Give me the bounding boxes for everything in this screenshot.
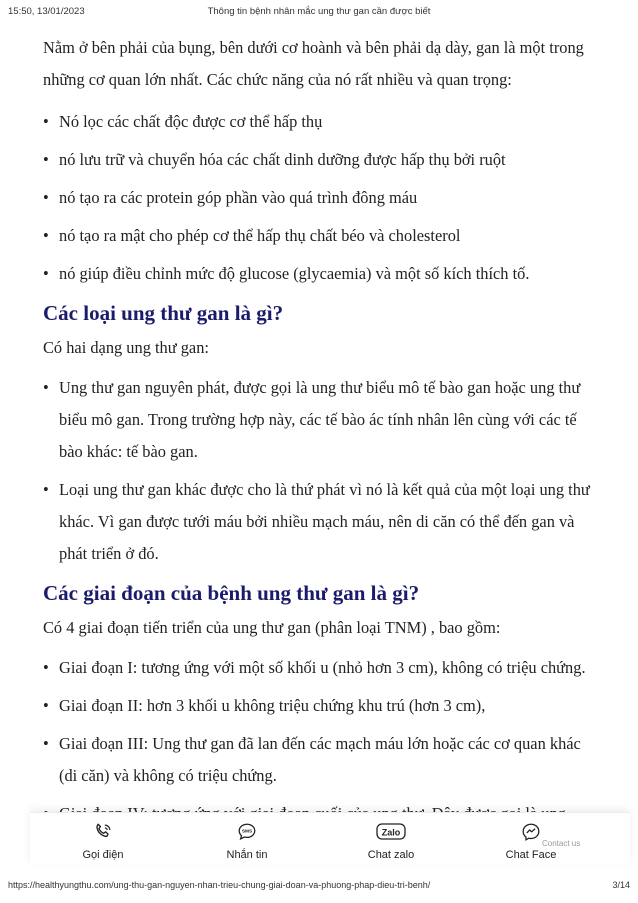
list-item: • nó tạo ra mật cho phép cơ thể hấp thụ chất béo và cholesterol	[43, 220, 603, 252]
list-item: • nó lưu trữ và chuyển hóa các chất dinh dưỡng được hấp thụ bởi ruột	[43, 144, 603, 176]
sms-label: Nhắn tin	[226, 849, 268, 861]
page-url: https://healthyungthu.com/ung-thu-gan-nguyen-nhan-trieu-chung-giai-doan-va-phuong-phap-dieu-tri-benh/	[8, 880, 431, 890]
list-item: • nó tạo ra các protein góp phần vào quá trình đông máu	[43, 182, 603, 214]
sms-button[interactable]	[192, 821, 302, 861]
facebook-chat-label: Chat Face	[505, 849, 557, 861]
list-item: • Ung thư gan nguyên phát, được gọi là ung thư biểu mô tế bào gan hoặc ung thư biểu mô gan. Trong trường hợp này, các tế bào ác tính nhân lên cùng với các tế bào khác: tế bào gan.	[43, 372, 603, 468]
types-intro: Có hai dạng ung thư gan:	[43, 338, 209, 357]
print-datetime: 15:50, 13/01/2023	[8, 6, 85, 17]
zalo-icon	[376, 821, 406, 843]
list-item: • Giai đoạn II: hơn 3 khối u không triệu chứng khu trú (hơn 3 cm),	[43, 690, 603, 722]
call-button[interactable]	[48, 821, 158, 861]
svg-text:SMS: SMS	[241, 829, 253, 835]
list-item: • nó giúp điều chỉnh mức độ glucose (glycaemia) và một số kích thích tố.	[43, 258, 603, 290]
list-item: • Giai đoạn I: tương ứng với một số khối u (nhỏ hơn 3 cm), không có triệu chứng.	[43, 652, 603, 684]
contact-us-label[interactable]: Contact us	[542, 839, 581, 848]
cancer-types-list	[43, 372, 603, 570]
contact-bottom-bar	[30, 812, 630, 865]
stages-intro: Có 4 giai đoạn tiến triển của ung thư gan (phân loại TNM) , bao gồm:	[43, 618, 501, 637]
section-heading-types: Các loại ung thư gan là gì?	[43, 301, 284, 325]
page-number: 3/14	[612, 880, 630, 890]
print-title: Thông tin bệnh nhân mắc ung thư gan cần được biết	[207, 6, 431, 17]
sms-icon	[236, 821, 258, 843]
section-heading-stages: Các giai đoạn của bệnh ung thư gan là gì?	[43, 581, 420, 605]
list-item: • Loại ung thư gan khác được cho là thứ phát vì nó là kết quả của một loại ung thư khác. Vì gan được tưới máu bởi nhiều mạch máu, nên di căn có thể đến gan và phát triển ở đó.	[43, 474, 603, 570]
zalo-label: Chat zalo	[367, 849, 415, 861]
messenger-icon	[520, 821, 542, 843]
list-item: • Nó lọc các chất độc được cơ thể hấp thụ	[43, 106, 603, 138]
phone-icon	[92, 821, 114, 843]
article-content	[43, 32, 603, 810]
print-header	[0, 0, 638, 22]
liver-functions-list	[43, 106, 603, 290]
print-footer	[0, 876, 638, 896]
stages-list	[43, 652, 603, 830]
list-item: • Giai đoạn III: Ung thư gan đã lan đến các mạch máu lớn hoặc các cơ quan khác (di căn) và không có triệu chứng.	[43, 728, 603, 792]
call-label: Gọi điện	[82, 849, 124, 861]
zalo-button[interactable]	[336, 821, 446, 861]
svg-text:Zalo: Zalo	[381, 827, 401, 838]
intro-paragraph: Nằm ở bên phải của bụng, bên dưới cơ hoành và bên phải dạ dày, gan là một trong những cơ quan lớn nhất. Các chức năng của nó rất nhiều và quan trọng:	[43, 38, 584, 89]
